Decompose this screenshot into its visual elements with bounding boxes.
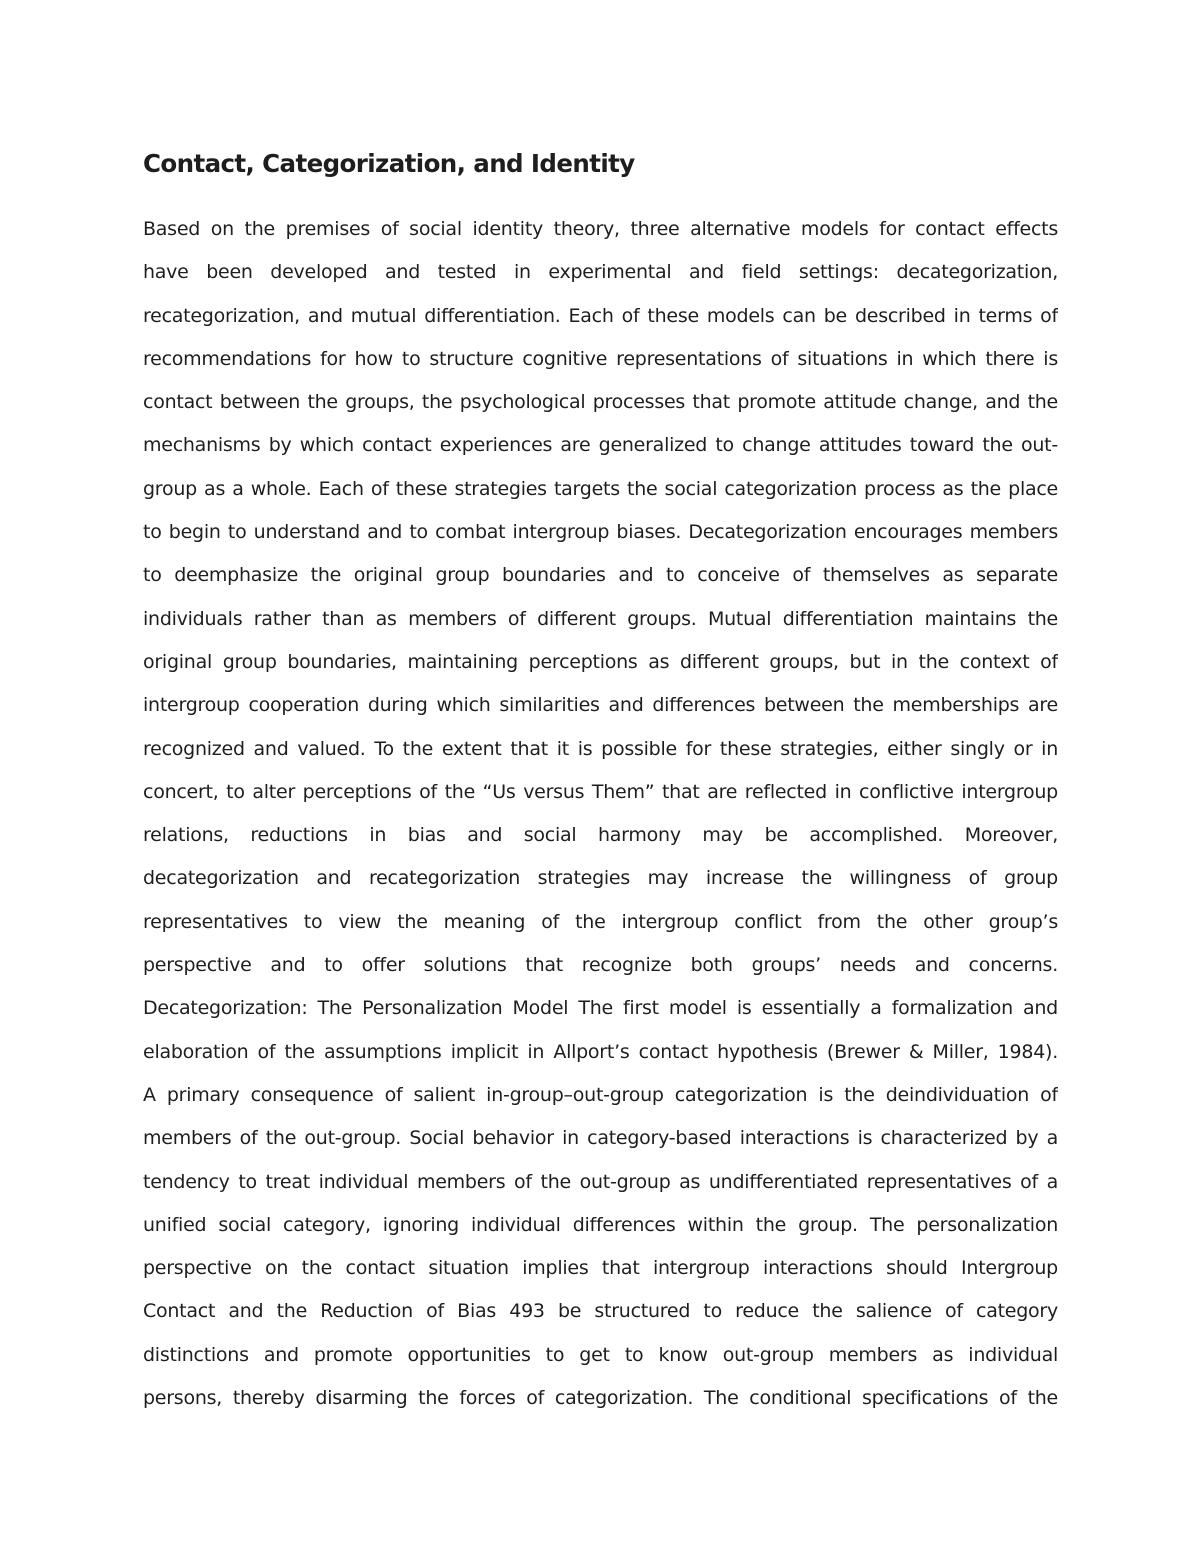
body-line: original group boundaries, maintaining perceptions as different groups, but in the context of (143, 650, 1058, 673)
body-line: concert, to alter perceptions of the “Us versus Them” that are reflected in conflictive intergroup (143, 780, 1058, 803)
body-line: relations, reductions in bias and social harmony may be accomplished. Moreover, (143, 824, 1058, 847)
body-line: perspective on the contact situation implies that intergroup interactions should Intergroup (143, 1257, 1058, 1280)
body-line: to deemphasize the original group boundaries and to conceive of themselves as separate (143, 564, 1058, 587)
body-line: group as a whole. Each of these strategies targets the social categorization process as the place (143, 477, 1058, 500)
body-line: to begin to understand and to combat intergroup biases. Decategorization encourages members (143, 521, 1058, 544)
body-line: distinctions and promote opportunities to get to know out-group members as individual (143, 1343, 1058, 1366)
body-line: decategorization and recategorization strategies may increase the willingness of group (143, 867, 1058, 890)
body-line: tendency to treat individual members of the out-group as undifferentiated representatives of a (143, 1170, 1058, 1193)
body-line: members of the out-group. Social behavior in category-based interactions is characterized by a (143, 1127, 1058, 1150)
body-line: Based on the premises of social identity theory, three alternative models for contact effects (143, 218, 1058, 240)
body-line: Decategorization: The Personalization Model The first model is essentially a formalization and (143, 997, 1058, 1020)
body-line: contact between the groups, the psychological processes that promote attitude change, and the (143, 391, 1058, 414)
body-line: perspective and to offer solutions that recognize both groups’ needs and concerns. (143, 954, 1058, 977)
body-line: individuals rather than as members of different groups. Mutual differentiation maintains the (143, 607, 1058, 630)
body-line: representatives to view the meaning of the intergroup conflict from the other group’s (143, 910, 1058, 933)
body-line: unified social category, ignoring individual differences within the group. The personalization (143, 1213, 1058, 1236)
body-line: recommendations for how to structure cognitive representations of situations in which there is (143, 347, 1058, 370)
document-title: Contact, Categorization, and Identity (143, 149, 635, 178)
body-line: mechanisms by which contact experiences are generalized to change attitudes toward the out- (143, 434, 1058, 457)
body-line: recategorization, and mutual differentiation. Each of these models can be described in terms of (143, 304, 1058, 327)
body-line: have been developed and tested in experimental and field settings: decategorization, (143, 261, 1058, 284)
body-line: elaboration of the assumptions implicit in Allport’s contact hypothesis (Brewer & Miller, 1984). (143, 1040, 1058, 1063)
body-line: A primary consequence of salient in-group–out-group categorization is the deindividuation of (143, 1083, 1058, 1106)
body-line: intergroup cooperation during which similarities and differences between the memberships are (143, 694, 1058, 717)
body-line: recognized and valued. To the extent that it is possible for these strategies, either singly or in (143, 737, 1058, 760)
body-line: persons, thereby disarming the forces of categorization. The conditional specifications of the (143, 1387, 1058, 1410)
body-line: Contact and the Reduction of Bias 493 be structured to reduce the salience of category (143, 1300, 1058, 1323)
body-text (143, 208, 1058, 1420)
